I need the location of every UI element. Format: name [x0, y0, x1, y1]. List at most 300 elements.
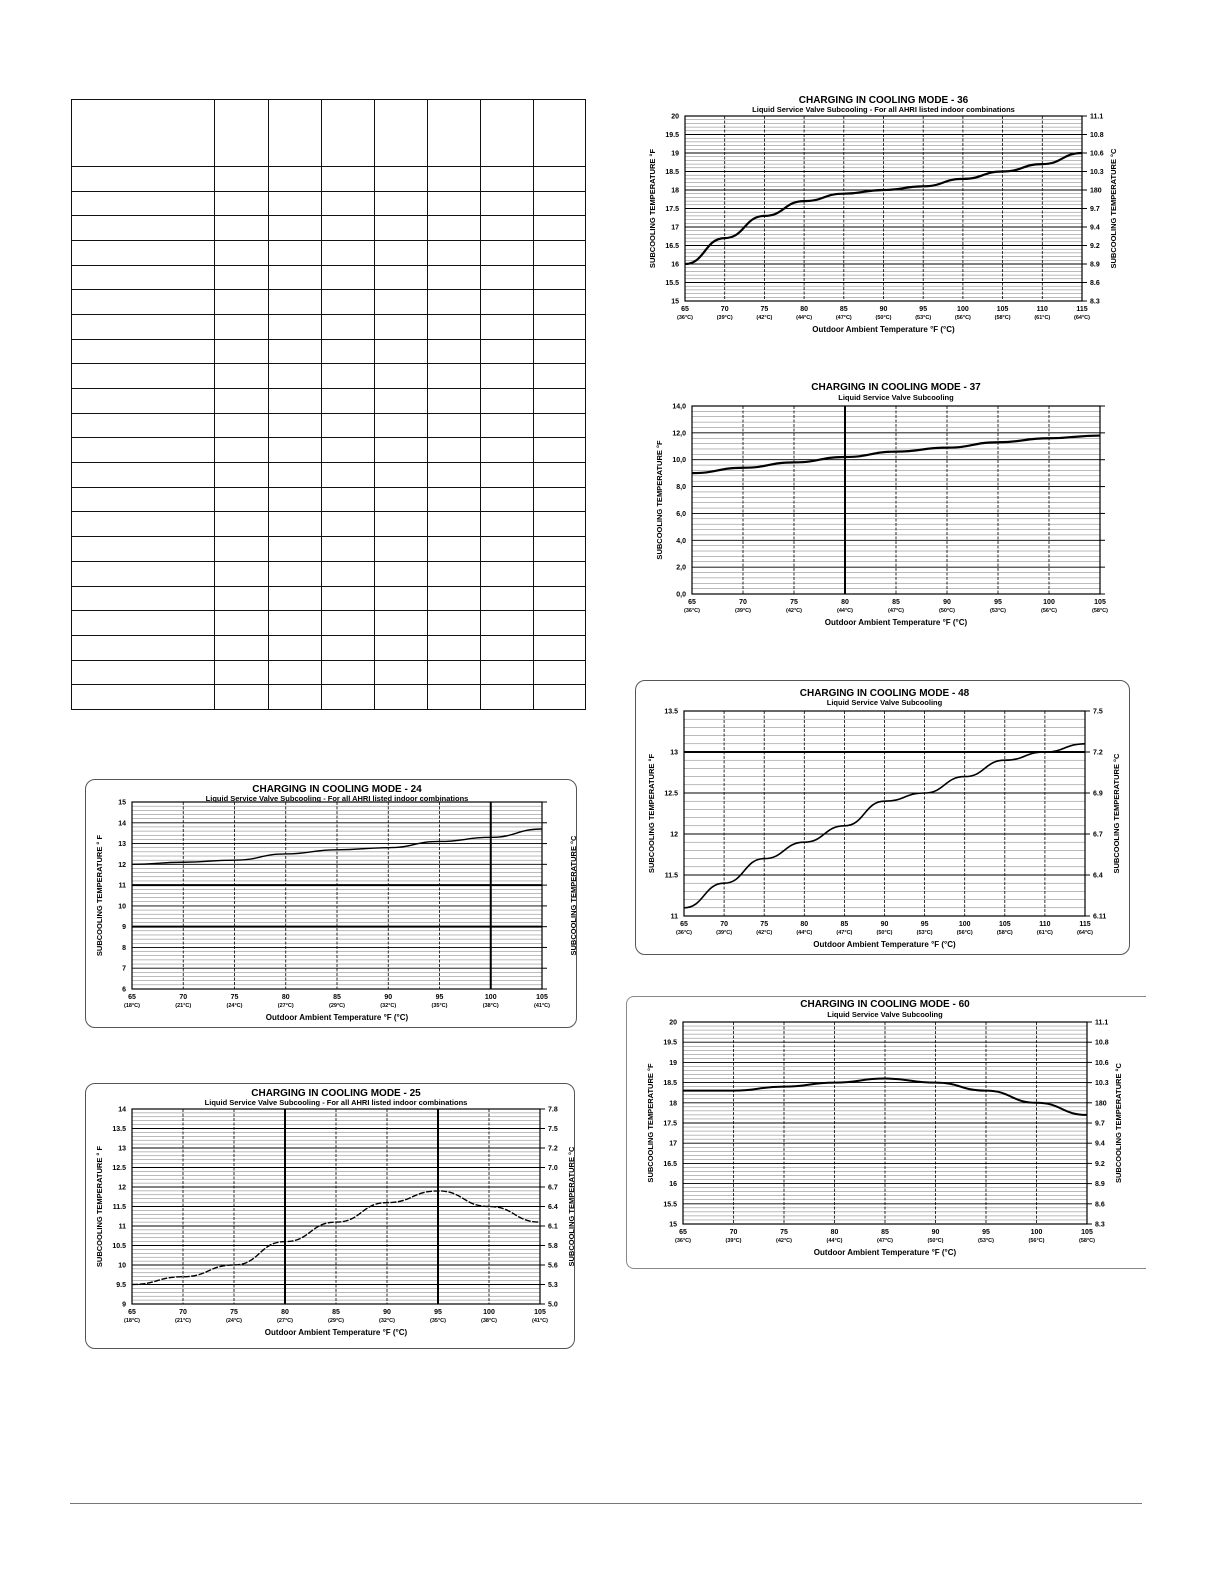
table-cell: [480, 166, 533, 191]
table-row: [72, 191, 586, 216]
x-tick-label-celsius: (29°C): [329, 1003, 345, 1009]
chart-title: CHARGING IN COOLING MODE - 60: [800, 999, 970, 1010]
y-tick-label: 12.5: [112, 1165, 126, 1172]
x-tick-label-celsius: (38°C): [482, 1003, 499, 1009]
y-right-tick-label: 9.4: [1095, 1140, 1105, 1148]
table-row: [72, 438, 586, 463]
y-tick-label: 14: [118, 1106, 126, 1114]
table-cell: [72, 438, 215, 463]
y-tick-label: 15: [669, 1221, 677, 1229]
y-right-tick-label: 11.1: [1095, 1019, 1109, 1027]
table-cell: [215, 216, 268, 241]
x-tick-label: 75: [230, 1309, 238, 1316]
x-tick-label: 85: [881, 1229, 889, 1236]
y-right-tick-label: 5.8: [548, 1243, 558, 1250]
x-tick-label-celsius: (53°C): [915, 315, 932, 321]
y-right-tick-label: 9.4: [1090, 224, 1100, 232]
x-tick-label: 105: [536, 994, 548, 1001]
table-cell: [374, 290, 427, 315]
table-cell: [215, 438, 268, 463]
y-right-tick-label: 7.5: [1093, 708, 1103, 716]
table-cell: [427, 314, 480, 339]
x-tick-label-celsius: (47°C): [888, 608, 904, 614]
table-cell: [533, 537, 585, 562]
table-cell: [480, 364, 533, 389]
chart-title: CHARGING IN COOLING MODE - 25: [251, 1088, 421, 1099]
table-cell: [72, 685, 215, 710]
table-cell: [480, 512, 533, 537]
table-cell: [480, 537, 533, 562]
table-cell: [480, 216, 533, 241]
table-cell: [321, 537, 374, 562]
table-cell: [480, 413, 533, 438]
table-cell: [268, 413, 321, 438]
table-cell: [533, 611, 585, 636]
table-cell: [427, 191, 480, 216]
y-right-tick-label: 8.3: [1090, 298, 1100, 306]
table-cell: [72, 216, 215, 241]
x-tick-label-celsius: (36°C): [675, 1238, 691, 1244]
x-tick-label: 105: [998, 921, 1011, 928]
table-cell: [268, 512, 321, 537]
x-tick-label-celsius: (41°C): [532, 1318, 548, 1324]
y-tick-label: 16.5: [663, 1160, 677, 1168]
table-cell: [480, 487, 533, 512]
y-right-tick-label: 5.0: [548, 1301, 558, 1309]
x-tick-label-celsius: (50°C): [875, 315, 892, 321]
x-tick-label-celsius: (47°C): [877, 1238, 893, 1244]
table-cell: [72, 191, 215, 216]
table-row: [72, 561, 586, 586]
table-cell: [374, 611, 427, 636]
table-cell: [374, 216, 427, 241]
table-cell: [480, 290, 533, 315]
x-tick-label: 95: [435, 994, 444, 1001]
y-tick-label: 4,0: [676, 537, 686, 545]
x-tick-label-celsius: (36°C): [676, 930, 692, 936]
table-cell: [533, 314, 585, 339]
table-cell: [321, 660, 374, 685]
table-cell: [533, 100, 585, 167]
table-row: [72, 100, 586, 167]
y-tick-label: 17: [671, 224, 679, 232]
chart-svg: [86, 780, 578, 1029]
y-tick-label: 10: [118, 903, 126, 911]
table-cell: [533, 290, 585, 315]
chart-title: CHARGING IN COOLING MODE - 36: [798, 95, 969, 106]
y-tick-label: 12.5: [664, 790, 678, 798]
y-tick-label: 11: [670, 913, 678, 921]
x-tick-label: 100: [1043, 599, 1055, 606]
footer-rule: [70, 1503, 1142, 1504]
table-cell: [480, 586, 533, 611]
x-tick-label-celsius: (36°C): [684, 608, 700, 614]
table-cell: [215, 265, 268, 290]
table-cell: [268, 290, 321, 315]
x-tick-label: 95: [982, 1229, 990, 1236]
y-tick-label: 20: [669, 1019, 677, 1027]
y-right-tick-label: 8.6: [1090, 280, 1100, 287]
plot-border: [684, 711, 1085, 916]
y-tick-label: 20: [671, 113, 679, 121]
table-cell: [268, 166, 321, 191]
table-cell: [533, 561, 585, 586]
table-cell: [268, 191, 321, 216]
chart-mode-36: [640, 88, 1130, 348]
y-tick-label: 9: [122, 1301, 126, 1309]
y-tick-label: 17: [669, 1140, 677, 1148]
table-cell: [480, 240, 533, 265]
x-axis-label: Outdoor Ambient Temperature °F (°C): [813, 940, 956, 949]
table-cell: [374, 100, 427, 167]
table-cell: [215, 240, 268, 265]
x-tick-label-celsius: (32°C): [379, 1318, 395, 1324]
y-right-tick-label: 8.9: [1090, 261, 1100, 269]
y-tick-label: 19: [671, 150, 679, 158]
table-cell: [374, 512, 427, 537]
table-cell: [321, 364, 374, 389]
table-row: [72, 166, 586, 191]
x-tick-label-celsius: (64°C): [1077, 930, 1093, 936]
x-tick-label-celsius: (42°C): [756, 930, 773, 936]
table-cell: [321, 561, 374, 586]
y-right-tick-label: 7.8: [548, 1106, 558, 1114]
table-cell: [215, 660, 268, 685]
x-tick-label-celsius: (36°C): [677, 315, 693, 321]
table-cell: [480, 611, 533, 636]
table-row: [72, 487, 586, 512]
x-tick-label: 115: [1076, 306, 1088, 313]
table-cell: [374, 438, 427, 463]
table-cell: [374, 166, 427, 191]
x-tick-label-celsius: (50°C): [927, 1238, 944, 1244]
x-tick-label-celsius: (64°C): [1074, 315, 1090, 321]
x-tick-label: 80: [281, 1309, 289, 1316]
y-axis-label-right: SUBCOOLING TEMPERATURE °C: [567, 1146, 576, 1267]
table-cell: [427, 611, 480, 636]
y-tick-label: 13.5: [112, 1126, 126, 1133]
x-tick-label-celsius: (56°C): [1028, 1238, 1045, 1244]
x-tick-label: 100: [484, 994, 497, 1001]
table-cell: [480, 389, 533, 414]
table-row: [72, 364, 586, 389]
y-tick-label: 18: [669, 1100, 677, 1108]
x-tick-label: 75: [760, 921, 769, 928]
table-cell: [215, 635, 268, 660]
table-row: [72, 660, 586, 685]
chart-subtitle: Liquid Service Valve Subcooling: [827, 1010, 943, 1019]
y-tick-label: 12: [118, 861, 126, 869]
chart-svg: [86, 1084, 576, 1350]
y-axis-label: SUBCOOLING TEMPERATURE °F: [648, 148, 657, 269]
y-right-tick-label: 6.7: [1093, 831, 1103, 839]
y-axis-label-right: SUBCOOLING TEMPERATURE °C: [1114, 1063, 1123, 1183]
table-cell: [533, 685, 585, 710]
chart-svg: [640, 378, 1120, 650]
x-tick-label: 70: [739, 599, 747, 606]
x-tick-label: 85: [840, 921, 849, 928]
table-cell: [268, 586, 321, 611]
x-tick-label: 90: [879, 306, 888, 313]
table-cell: [268, 660, 321, 685]
table-cell: [72, 487, 215, 512]
y-tick-label: 19: [669, 1059, 677, 1067]
blank-data-table: [71, 99, 586, 710]
table-cell: [427, 389, 480, 414]
table-cell: [321, 586, 374, 611]
table-cell: [215, 100, 268, 167]
table-cell: [374, 463, 427, 488]
y-right-tick-label: 7.2: [548, 1145, 558, 1153]
chart-subtitle: Liquid Service Valve Subcooling - For all AHRI listed indoor combinations: [752, 105, 1015, 114]
table-cell: [427, 240, 480, 265]
table-cell: [72, 265, 215, 290]
y-axis-label-right: SUBCOOLING TEMPERATURE °C: [1109, 148, 1118, 269]
x-tick-label: 80: [841, 599, 849, 606]
x-tick-label: 95: [994, 599, 1002, 606]
table-cell: [268, 364, 321, 389]
x-tick-label-celsius: (47°C): [835, 315, 852, 321]
table-cell: [427, 561, 480, 586]
x-tick-label: 90: [931, 1229, 940, 1236]
y-axis-label: SUBCOOLING TEMPERATURE ° F: [95, 1145, 104, 1268]
table-cell: [533, 240, 585, 265]
table-cell: [480, 635, 533, 660]
y-right-tick-label: 7.5: [548, 1126, 558, 1133]
x-axis-label: Outdoor Ambient Temperature °F (°C): [813, 1248, 957, 1257]
y-tick-label: 0,0: [676, 591, 686, 599]
table-cell: [321, 240, 374, 265]
y-tick-label: 17.5: [665, 206, 679, 213]
x-tick-label-celsius: (38°C): [481, 1318, 497, 1324]
y-right-tick-label: 9.2: [1090, 243, 1100, 250]
table-row: [72, 537, 586, 562]
y-right-tick-label: 10.8: [1095, 1039, 1109, 1047]
x-tick-label: 100: [957, 306, 969, 313]
chart-subtitle: Liquid Service Valve Subcooling - For all AHRI listed indoor combinations: [205, 794, 469, 803]
x-tick-label: 85: [333, 994, 341, 1001]
table-cell: [533, 364, 585, 389]
y-tick-label: 12: [670, 831, 678, 839]
x-axis-label: Outdoor Ambient Temperature °F (°C): [824, 618, 968, 627]
table-cell: [72, 290, 215, 315]
y-right-tick-label: 10.3: [1090, 169, 1104, 176]
x-tick-label: 80: [281, 994, 290, 1001]
table-cell: [533, 166, 585, 191]
table-cell: [374, 635, 427, 660]
table-cell: [321, 314, 374, 339]
table-cell: [72, 314, 215, 339]
x-tick-label-celsius: (44°C): [837, 608, 853, 614]
x-tick-label-celsius: (42°C): [776, 1238, 792, 1244]
y-tick-label: 13: [118, 1145, 126, 1153]
x-tick-label-celsius: (53°C): [990, 608, 1006, 614]
y-tick-label: 15: [671, 298, 679, 306]
chart-mode-24: [85, 779, 577, 1028]
x-tick-label-celsius: (39°C): [716, 315, 733, 321]
table-cell: [215, 537, 268, 562]
table-cell: [480, 265, 533, 290]
table-cell: [72, 413, 215, 438]
y-right-tick-label: 5.6: [548, 1262, 558, 1270]
table-cell: [321, 463, 374, 488]
x-tick-label: 75: [760, 306, 769, 313]
y-right-tick-label: 6.11: [1093, 913, 1107, 921]
table-row: [72, 216, 586, 241]
table-cell: [321, 487, 374, 512]
table-cell: [427, 265, 480, 290]
x-tick-label-celsius: (21°C): [175, 1003, 192, 1009]
y-tick-label: 16.5: [665, 243, 679, 250]
y-tick-label: 17.5: [663, 1120, 677, 1128]
y-tick-label: 9.5: [116, 1282, 126, 1289]
table-cell: [72, 240, 215, 265]
table-cell: [215, 314, 268, 339]
table-cell: [374, 265, 427, 290]
x-tick-label: 70: [720, 921, 728, 928]
table-cell: [215, 364, 268, 389]
y-tick-label: 10.5: [112, 1243, 126, 1250]
table-cell: [427, 463, 480, 488]
y-right-tick-label: 6.1: [548, 1223, 558, 1231]
x-tick-label-celsius: (61°C): [1034, 315, 1051, 321]
table-cell: [480, 438, 533, 463]
chart-svg: [640, 88, 1130, 348]
x-tick-label: 65: [688, 599, 696, 606]
x-tick-label-celsius: (61°C): [1036, 930, 1053, 936]
x-tick-label: 105: [996, 306, 1009, 313]
table-cell: [268, 314, 321, 339]
table-cell: [374, 191, 427, 216]
x-tick-label-celsius: (53°C): [978, 1238, 994, 1244]
x-tick-label-celsius: (58°C): [996, 930, 1013, 936]
y-right-tick-label: 180: [1090, 187, 1102, 195]
table-cell: [533, 586, 585, 611]
y-tick-label: 12,0: [672, 430, 686, 438]
x-tick-label-celsius: (35°C): [430, 1318, 446, 1324]
x-tick-label-celsius: (53°C): [916, 930, 933, 936]
x-tick-label-celsius: (27°C): [277, 1318, 293, 1324]
y-tick-label: 15: [118, 799, 126, 807]
table-cell: [374, 487, 427, 512]
x-tick-label: 100: [958, 921, 971, 928]
table-cell: [533, 265, 585, 290]
x-tick-label: 85: [892, 599, 900, 606]
table-cell: [72, 100, 215, 167]
x-tick-label-celsius: (44°C): [796, 930, 813, 936]
table-cell: [268, 216, 321, 241]
table-cell: [374, 314, 427, 339]
y-tick-label: 18.5: [663, 1080, 677, 1088]
y-tick-label: 11: [118, 1223, 126, 1231]
table-cell: [215, 389, 268, 414]
chart-title: CHARGING IN COOLING MODE - 24: [252, 784, 422, 795]
table-cell: [268, 240, 321, 265]
table-cell: [215, 611, 268, 636]
y-axis-label: SUBCOOLING TEMPERATURE °F: [646, 1063, 655, 1183]
x-tick-label-celsius: (39°C): [716, 930, 733, 936]
x-tick-label-celsius: (50°C): [939, 608, 955, 614]
x-tick-label: 70: [179, 994, 188, 1001]
table-cell: [480, 463, 533, 488]
x-tick-label-celsius: (56°C): [954, 315, 971, 321]
table-cell: [374, 586, 427, 611]
x-tick-label-celsius: (35°C): [431, 1003, 448, 1009]
table-cell: [72, 586, 215, 611]
table-cell: [268, 635, 321, 660]
y-right-tick-label: 6.7: [548, 1184, 558, 1192]
x-tick-label: 70: [720, 306, 729, 313]
table-cell: [321, 512, 374, 537]
x-tick-label: 90: [943, 599, 951, 606]
x-axis-label: Outdoor Ambient Temperature °F (°C): [265, 1013, 409, 1022]
table-cell: [321, 685, 374, 710]
table-cell: [72, 537, 215, 562]
table-cell: [374, 413, 427, 438]
y-tick-label: 14: [118, 820, 126, 828]
x-tick-label: 100: [1030, 1229, 1043, 1236]
y-right-tick-label: 8.9: [1095, 1181, 1105, 1189]
chart-mode-25: [85, 1083, 575, 1349]
x-tick-label: 70: [729, 1229, 738, 1236]
y-right-tick-label: 9.2: [1095, 1160, 1105, 1168]
table-cell: [321, 611, 374, 636]
table-row: [72, 265, 586, 290]
table-row: [72, 339, 586, 364]
table-row: [72, 635, 586, 660]
table-cell: [374, 339, 427, 364]
x-tick-label-celsius: (18°C): [124, 1003, 140, 1009]
table-cell: [321, 265, 374, 290]
table-cell: [268, 438, 321, 463]
table-cell: [72, 364, 215, 389]
table-cell: [427, 660, 480, 685]
y-right-tick-label: 180: [1095, 1100, 1107, 1108]
table-cell: [480, 660, 533, 685]
table-cell: [72, 463, 215, 488]
table-cell: [72, 166, 215, 191]
y-tick-label: 8: [122, 944, 126, 952]
table-cell: [427, 364, 480, 389]
table-cell: [268, 100, 321, 167]
x-tick-label: 95: [920, 921, 929, 928]
table-cell: [533, 413, 585, 438]
table-cell: [321, 635, 374, 660]
table-row: [72, 389, 586, 414]
x-tick-label-celsius: (58°C): [1079, 1238, 1095, 1244]
y-right-tick-label: 6.9: [1093, 790, 1103, 798]
table-cell: [215, 191, 268, 216]
table-cell: [321, 100, 374, 167]
table-cell: [215, 512, 268, 537]
x-tick-label: 105: [1081, 1229, 1093, 1236]
table-cell: [321, 290, 374, 315]
y-tick-label: 12: [118, 1184, 126, 1192]
y-tick-label: 16: [671, 261, 679, 269]
table-cell: [374, 537, 427, 562]
x-tick-label: 75: [790, 599, 798, 606]
table-row: [72, 413, 586, 438]
x-tick-label-celsius: (24°C): [226, 1318, 242, 1324]
table-cell: [215, 413, 268, 438]
table-cell: [215, 290, 268, 315]
table-cell: [321, 191, 374, 216]
y-tick-label: 19.5: [663, 1039, 677, 1047]
table-cell: [533, 389, 585, 414]
y-tick-label: 15.5: [663, 1201, 677, 1209]
x-tick-label-celsius: (39°C): [735, 608, 751, 614]
x-tick-label: 110: [1039, 921, 1051, 928]
